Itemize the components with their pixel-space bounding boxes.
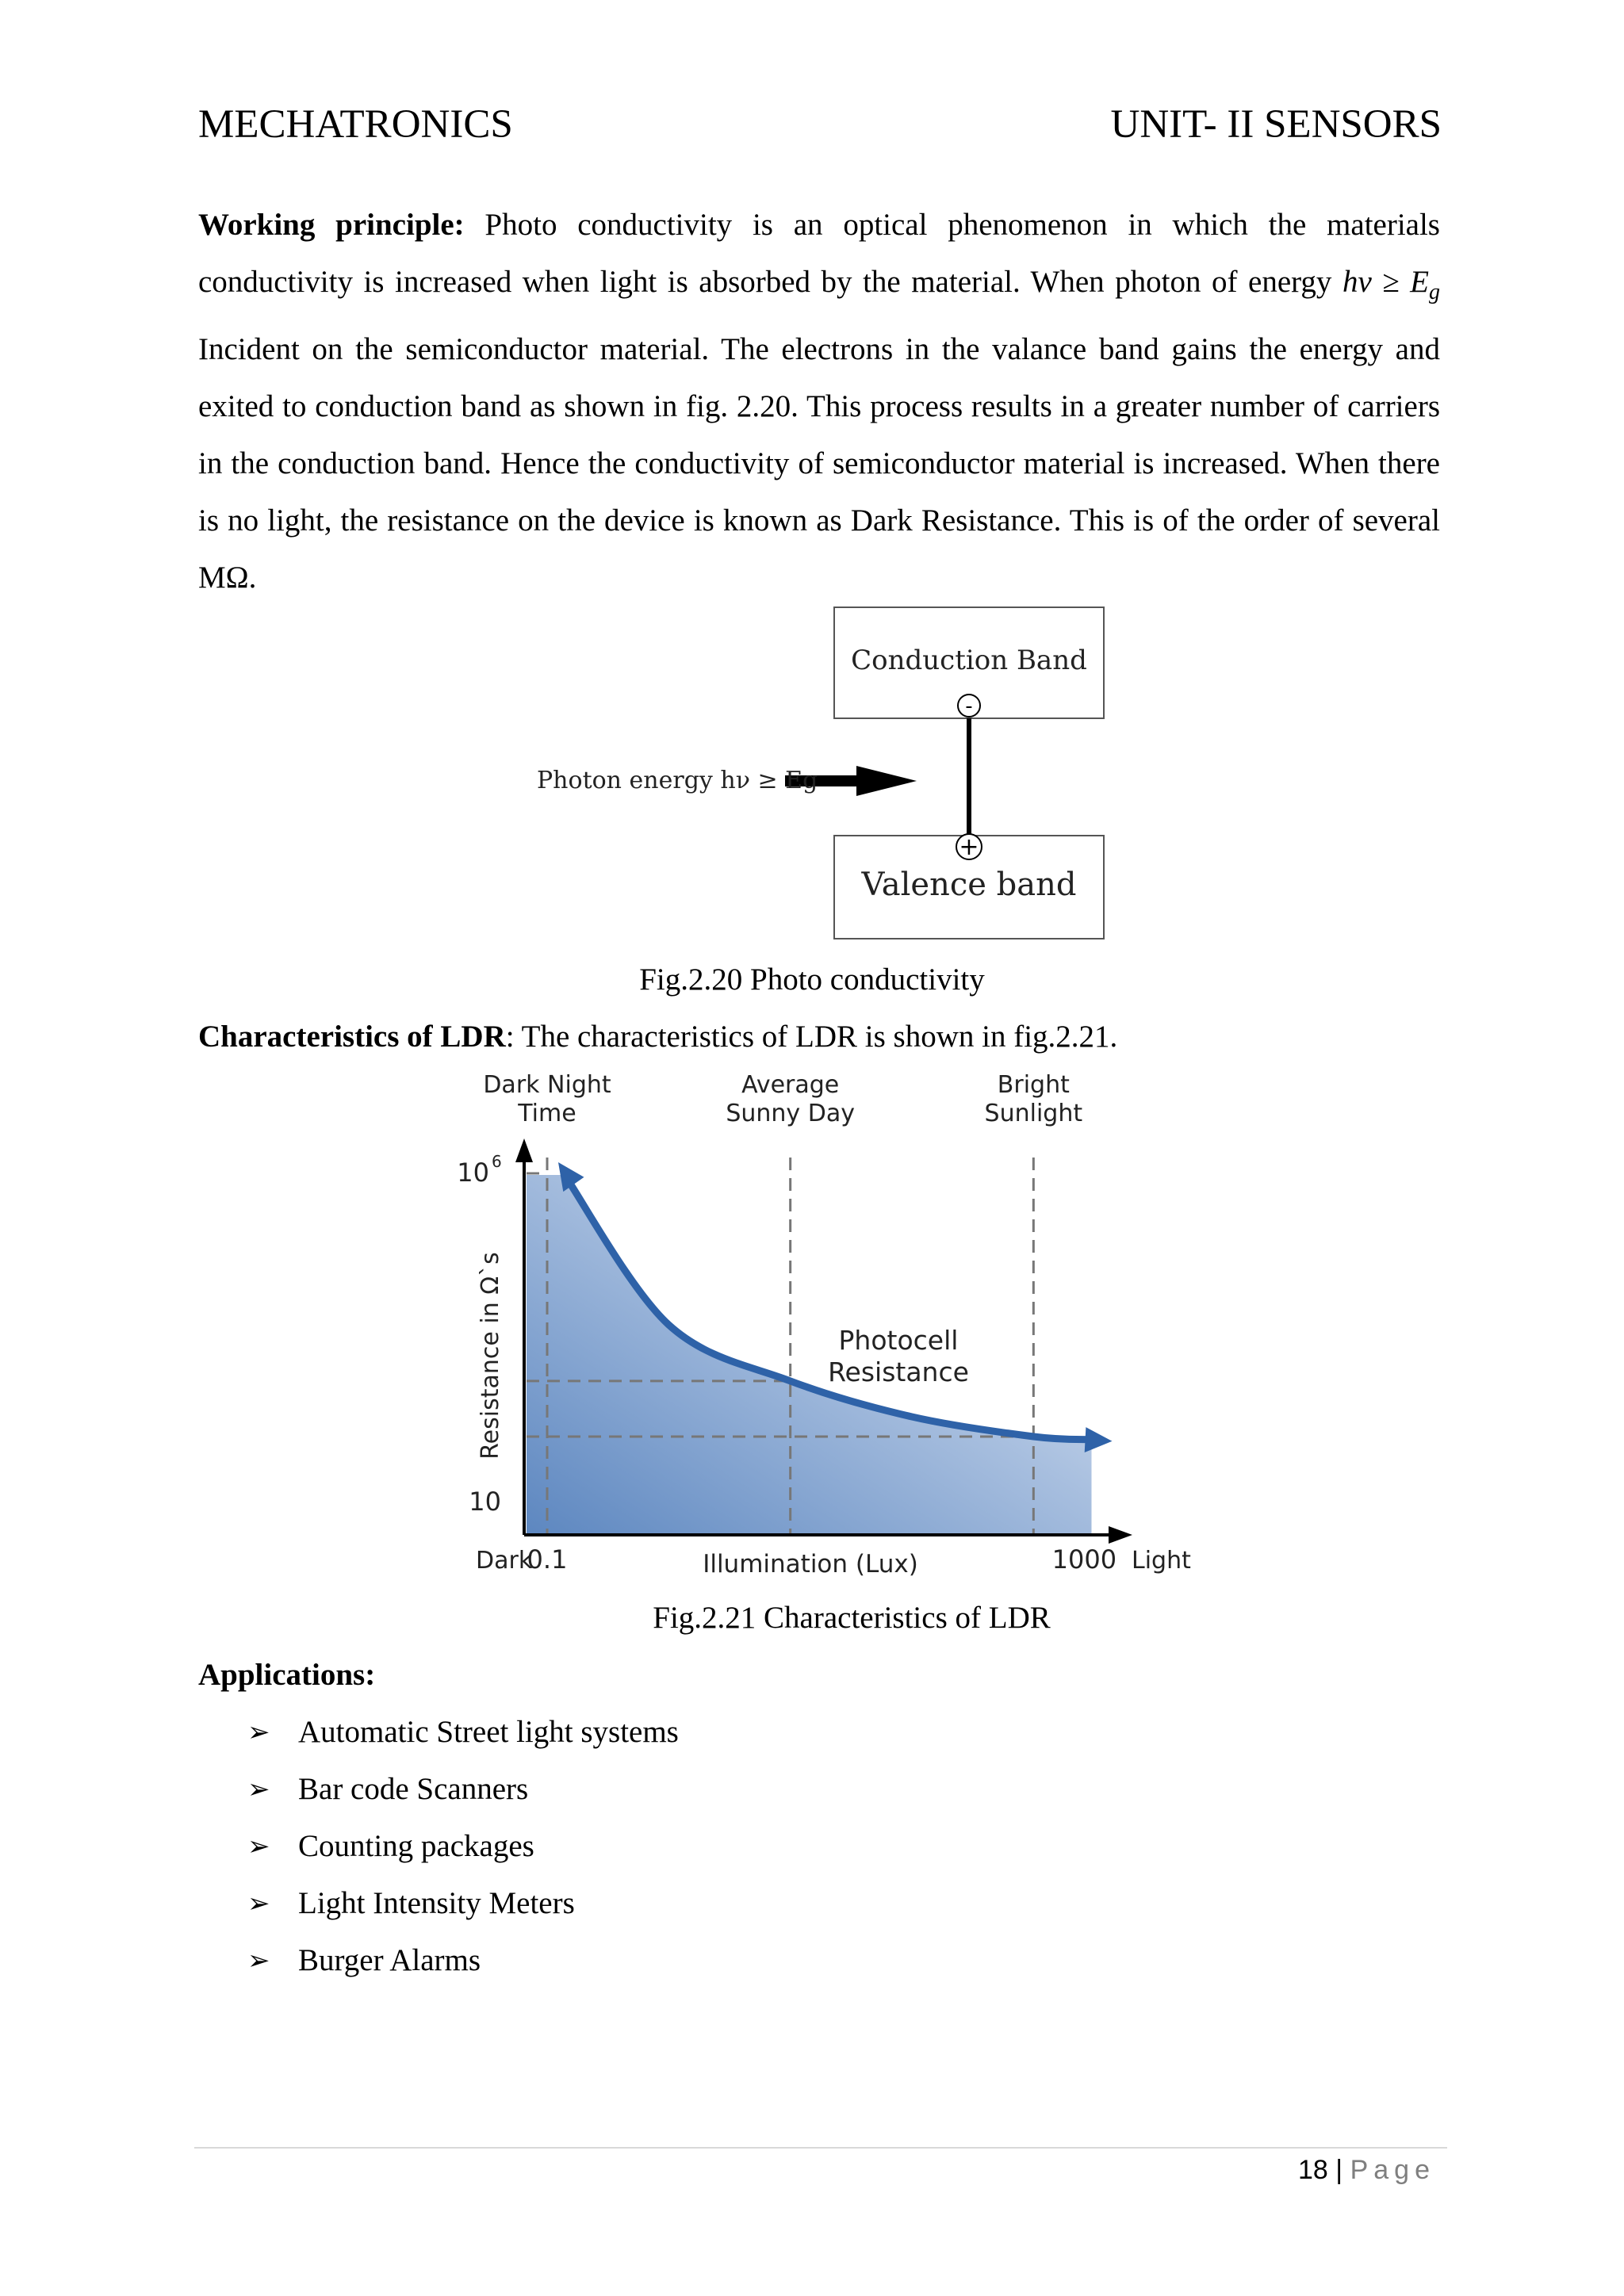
bullet-arrow-icon: ➢: [247, 1830, 270, 1862]
annotation-label: Time: [518, 1100, 576, 1127]
working-principle-paragraph: [198, 197, 1440, 607]
photon-arrow-graphic: [523, 682, 1126, 864]
series-label: Photocell: [838, 1325, 959, 1356]
bullet-arrow-icon: ➢: [247, 1887, 270, 1919]
y-axis-title: Resistance in Ω`s: [477, 1252, 504, 1460]
hole-symbol: +: [959, 833, 979, 861]
application-item: [247, 1885, 575, 1921]
x-axis-arrowhead: [1109, 1526, 1132, 1544]
page-number: [1298, 2155, 1435, 2186]
y-tick-label: 10: [469, 1487, 501, 1517]
bullet-arrow-icon: ➢: [247, 1773, 270, 1805]
electron-symbol: -: [965, 695, 973, 718]
working-principle-text-1: Photo conductivity is an optical phenomenon in which the materials conductivity is increased when light is absorbed by the material. When photon of energy: [198, 208, 1440, 299]
page-number-value: 18: [1298, 2155, 1328, 2185]
applications-title: Applications:: [198, 1658, 376, 1692]
application-item: [247, 1771, 528, 1807]
header-title-right: UNIT- II SENSORS: [1110, 102, 1442, 147]
fig-2-21-caption: Fig.2.21 Characteristics of LDR: [653, 1601, 1051, 1635]
application-item-label: Light Intensity Meters: [298, 1886, 575, 1920]
characteristics-text: : The characteristics of LDR is shown in fig.2.21.: [505, 1020, 1118, 1054]
application-item-label: Bar code Scanners: [298, 1772, 529, 1806]
math-eg-subscript: g: [1429, 279, 1440, 304]
curve-arrowhead-end: [1085, 1427, 1113, 1452]
header-title-left: MECHATRONICS: [198, 102, 513, 147]
annotation-label: Sunlight: [984, 1100, 1083, 1127]
y-tick-exponent: 6: [492, 1152, 502, 1171]
bullet-arrow-icon: ➢: [247, 1944, 270, 1976]
valence-band-label: Valence band: [861, 867, 1077, 903]
photon-energy-label: Photon energy hν ≥ Eg: [537, 767, 818, 794]
annotation-label: Bright: [997, 1071, 1070, 1099]
application-item: [247, 1828, 534, 1864]
characteristics-heading: Characteristics of LDR: [198, 1020, 506, 1054]
annotation-label: Average: [741, 1071, 840, 1099]
annotation-label: Dark Night: [483, 1071, 611, 1099]
application-item-label: Automatic Street light systems: [298, 1715, 679, 1749]
working-principle-text-2: Incident on the semiconductor material. The electrons in the valance band gains the energy and exited to conduction band as shown in fig. 2.20. This process results in a greater number of carriers in the conduction band. Hence the conductivity of semiconductor material is increased. When there is no light, the resistance on the device is known as Dark Resistance. This is of the order of several MΩ.: [198, 331, 1440, 595]
application-item: [247, 1942, 481, 1978]
origin-label: Dark: [476, 1547, 533, 1575]
application-item-label: Burger Alarms: [298, 1943, 481, 1977]
characteristics-paragraph: [198, 1019, 1117, 1054]
page-word: Page: [1350, 2155, 1435, 2185]
annotation-label: Sunny Day: [726, 1100, 855, 1127]
conduction-band-label: Conduction Band: [851, 645, 1087, 676]
working-principle-heading: Working principle:: [198, 208, 465, 242]
y-axis-arrowhead: [515, 1138, 533, 1162]
math-hv: hν ≥: [1342, 265, 1411, 299]
series-label: Resistance: [828, 1357, 969, 1387]
math-eg: E: [1410, 265, 1429, 299]
x-tick-label: 1000: [1051, 1544, 1117, 1575]
photon-arrow-head: [856, 766, 917, 796]
x-tick-label: 0.1: [527, 1544, 568, 1575]
y-tick-label: 10: [457, 1158, 489, 1188]
fig-2-20-caption: Fig.2.20 Photo conductivity: [639, 962, 985, 997]
page-separator: |: [1335, 2155, 1343, 2185]
footer-divider: [194, 2147, 1447, 2149]
ldr-characteristics-chart: [0, 1062, 1624, 1586]
application-item: [247, 1714, 679, 1750]
x-axis-end-label: Light: [1132, 1547, 1191, 1575]
curve-area-fill: [527, 1175, 1092, 1533]
application-item-label: Counting packages: [298, 1829, 534, 1863]
bullet-arrow-icon: ➢: [247, 1716, 270, 1748]
x-axis-title: Illumination (Lux): [703, 1550, 918, 1578]
